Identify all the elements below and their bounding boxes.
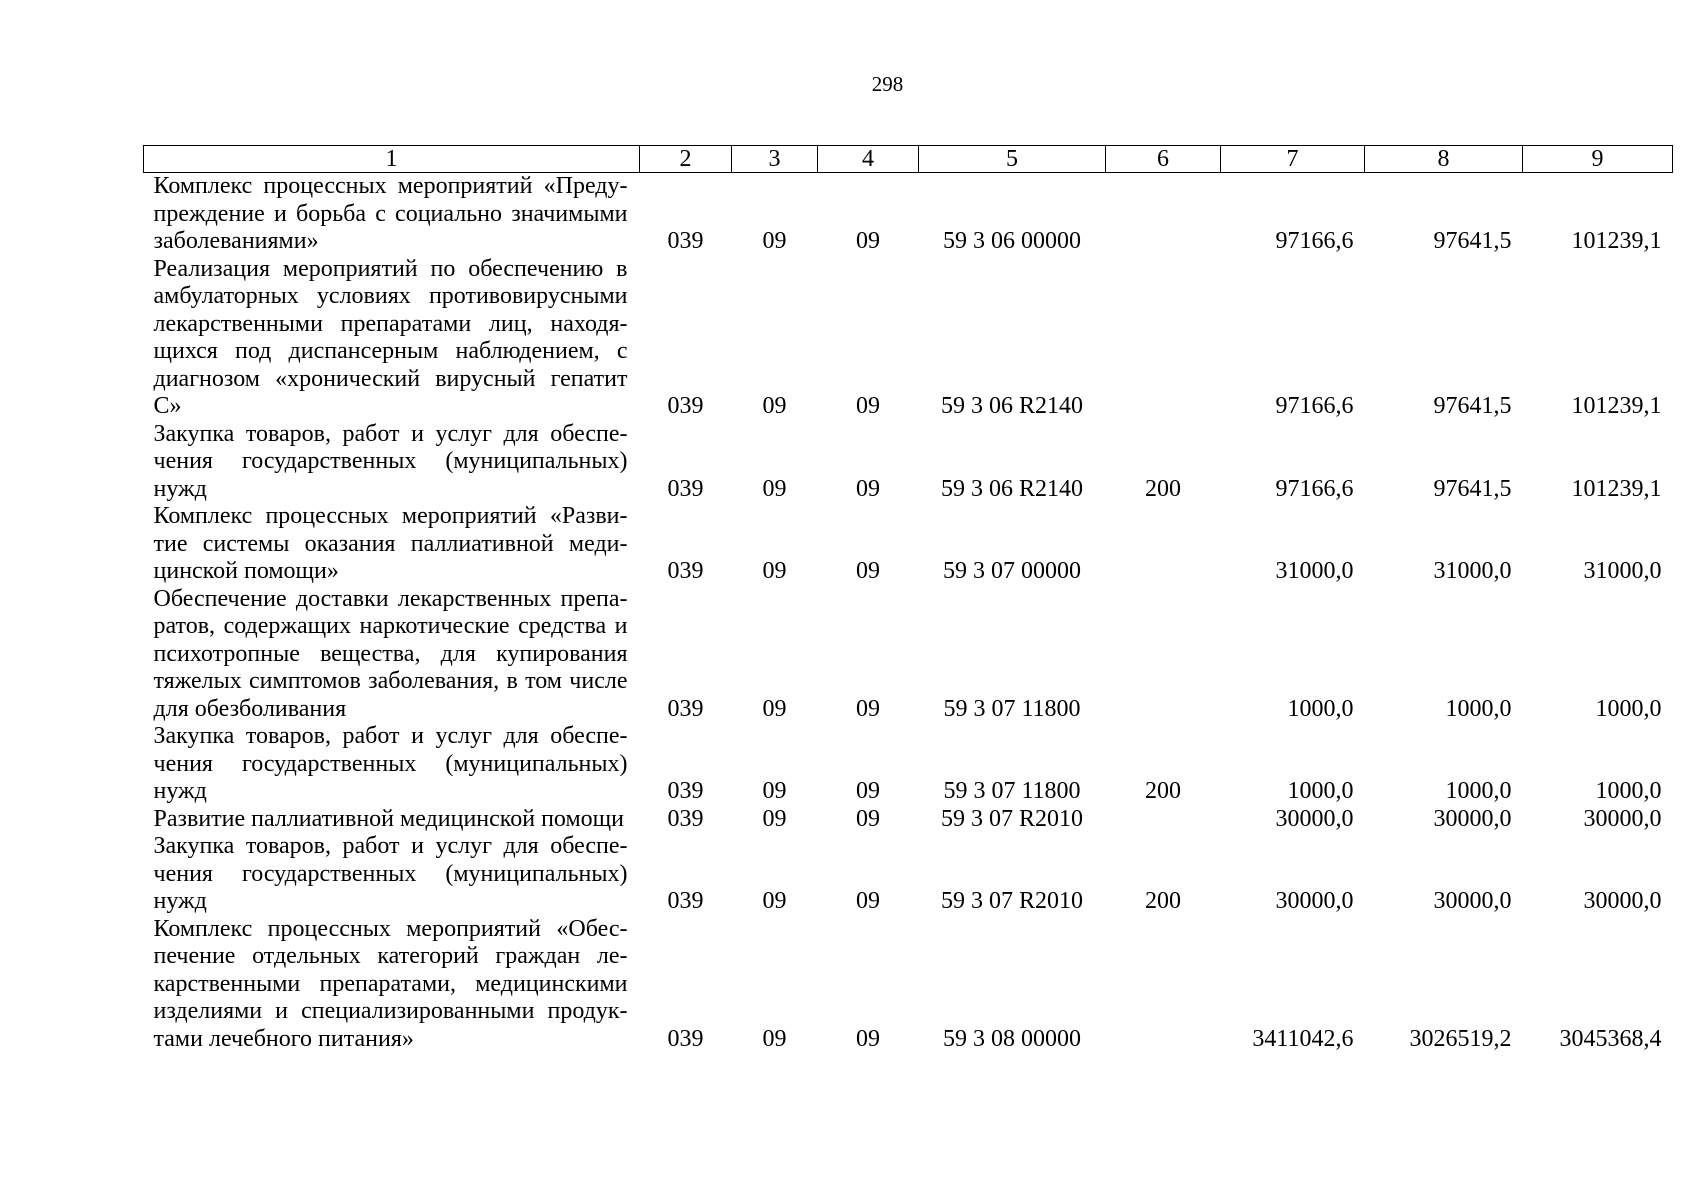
section-code: 09 xyxy=(762,805,787,832)
expense-type-code: 200 xyxy=(1145,475,1181,502)
amount-col-9: 101239,1 xyxy=(1571,228,1662,254)
amount-col-8: 97641,5 xyxy=(1433,393,1512,419)
row-description: Комплекс процессных мероприятий «Обеспечение отдельных категорий граждан лекарственными препаратами, медицинскими изделиями и специализированными продуктами лечебного питания» xyxy=(153,915,628,1052)
target-article-code: 59 3 07 11800 xyxy=(943,695,1081,722)
expense-type-code xyxy=(1106,173,1221,256)
amount-col-9: 3045368,4 xyxy=(1559,1025,1662,1052)
target-article-code: 59 3 07 R2010 xyxy=(940,888,1083,914)
section-code: 09 xyxy=(762,393,787,419)
section-code: 09 xyxy=(762,695,787,722)
row-description: Комплекс процессных мероприятий «Развитие системы оказания паллиативной медицинской помощи» xyxy=(153,503,628,584)
row-description: Обеспечение доставки лекарственных препаратов, содержащих наркотические средства и психотропные вещества, для купирования тяжелых симптомов заболевания, в том числе для обезболивания xyxy=(153,585,628,722)
subsection-code: 09 xyxy=(856,475,880,502)
ministry-code: 039 xyxy=(667,778,704,804)
subsection-code: 09 xyxy=(856,805,880,832)
column-header-6: 6 xyxy=(1106,146,1221,173)
subsection-code: 09 xyxy=(856,228,880,254)
amount-col-9: 1000,0 xyxy=(1595,695,1662,722)
ministry-code: 039 xyxy=(667,475,704,502)
expense-type-code xyxy=(1106,503,1221,586)
expense-type-code xyxy=(1106,806,1221,834)
amount-col-7: 30000,0 xyxy=(1275,888,1354,914)
table-row xyxy=(144,421,1673,504)
expense-type-code: 200 xyxy=(1145,888,1181,914)
expense-type-code xyxy=(1106,256,1221,421)
table-row xyxy=(144,833,1673,916)
table-row xyxy=(144,806,1673,834)
ministry-code: 039 xyxy=(667,393,704,419)
table-row xyxy=(144,173,1673,256)
amount-col-7: 97166,6 xyxy=(1275,228,1354,254)
row-description: Закупка товаров, работ и услуг для обеспечения государственных (муниципальных) нужд xyxy=(153,833,628,914)
column-header-9: 9 xyxy=(1523,146,1673,173)
ministry-code: 039 xyxy=(667,228,704,254)
expense-type-code xyxy=(1106,586,1221,724)
row-description: Закупка товаров, работ и услуг для обеспечения государственных (муниципальных) нужд xyxy=(153,420,628,502)
target-article-code: 59 3 06 00000 xyxy=(943,228,1081,254)
amount-col-8: 97641,5 xyxy=(1433,228,1512,254)
table-row xyxy=(144,256,1673,421)
column-header-4: 4 xyxy=(818,146,919,173)
amount-col-7: 1000,0 xyxy=(1287,695,1354,722)
column-header-5: 5 xyxy=(919,146,1106,173)
subsection-code: 09 xyxy=(856,393,880,419)
amount-col-8: 1000,0 xyxy=(1445,778,1512,804)
amount-col-7: 97166,6 xyxy=(1275,393,1354,419)
amount-col-7: 3411042,6 xyxy=(1252,1025,1354,1052)
table-row xyxy=(144,503,1673,586)
amount-col-9: 101239,1 xyxy=(1571,393,1662,419)
row-description: Развитие паллиативной медицинской помощи xyxy=(153,805,624,832)
section-code: 09 xyxy=(762,558,787,584)
amount-col-7: 1000,0 xyxy=(1287,778,1354,804)
row-description: Реализация мероприятий по обеспечению в амбулаторных условиях противовирусными лекарственными препаратами лиц, находящихся под диспансерным наблюдением, с диагнозом «хронический вирусный гепатит С» xyxy=(153,255,628,419)
subsection-code: 09 xyxy=(856,778,880,804)
amount-col-8: 3026519,2 xyxy=(1409,1025,1512,1052)
target-article-code: 59 3 07 R2010 xyxy=(940,805,1083,832)
amount-col-8: 30000,0 xyxy=(1433,888,1512,914)
table-row xyxy=(144,916,1673,1054)
table-row xyxy=(144,723,1673,806)
subsection-code: 09 xyxy=(856,888,880,914)
subsection-code: 09 xyxy=(856,695,880,722)
ministry-code: 039 xyxy=(667,695,704,722)
section-code: 09 xyxy=(762,228,787,254)
budget-table xyxy=(143,145,1673,1053)
amount-col-8: 30000,0 xyxy=(1433,805,1512,832)
table-row xyxy=(144,586,1673,724)
amount-col-9: 1000,0 xyxy=(1595,778,1662,804)
ministry-code: 039 xyxy=(667,1025,704,1052)
amount-col-9: 101239,1 xyxy=(1571,475,1662,502)
amount-col-9: 30000,0 xyxy=(1583,888,1662,914)
target-article-code: 59 3 06 R2140 xyxy=(940,393,1083,419)
ministry-code: 039 xyxy=(667,558,704,584)
target-article-code: 59 3 06 R2140 xyxy=(940,475,1083,502)
section-code: 09 xyxy=(762,888,787,914)
target-article-code: 59 3 07 11800 xyxy=(943,778,1081,804)
amount-col-7: 97166,6 xyxy=(1275,475,1354,502)
row-description: Закупка товаров, работ и услуг для обеспечения государственных (муниципальных) нужд xyxy=(153,723,628,804)
target-article-code: 59 3 08 00000 xyxy=(943,1025,1081,1052)
column-header-2: 2 xyxy=(640,146,732,173)
amount-col-7: 31000,0 xyxy=(1275,558,1354,584)
ministry-code: 039 xyxy=(667,888,704,914)
amount-col-8: 97641,5 xyxy=(1433,475,1512,502)
row-description: Комплекс процессных мероприятий «Предупреждение и борьба с социально значимыми заболеваниями» xyxy=(153,173,628,254)
amount-col-9: 31000,0 xyxy=(1583,558,1662,584)
page-number: 298 xyxy=(871,72,904,96)
subsection-code: 09 xyxy=(856,558,880,584)
amount-col-8: 31000,0 xyxy=(1433,558,1512,584)
column-header-3: 3 xyxy=(732,146,818,173)
column-header-7: 7 xyxy=(1221,146,1365,173)
section-code: 09 xyxy=(762,778,787,804)
expense-type-code: 200 xyxy=(1145,778,1181,804)
section-code: 09 xyxy=(762,1025,787,1052)
column-header-8: 8 xyxy=(1365,146,1523,173)
amount-col-8: 1000,0 xyxy=(1445,695,1512,722)
target-article-code: 59 3 07 00000 xyxy=(943,558,1081,584)
amount-col-7: 30000,0 xyxy=(1275,805,1354,832)
section-code: 09 xyxy=(762,475,787,502)
ministry-code: 039 xyxy=(667,805,704,832)
column-header-1: 1 xyxy=(144,146,640,173)
header-row xyxy=(144,146,1673,173)
amount-col-9: 30000,0 xyxy=(1583,805,1662,832)
expense-type-code xyxy=(1106,916,1221,1054)
subsection-code: 09 xyxy=(856,1025,880,1052)
